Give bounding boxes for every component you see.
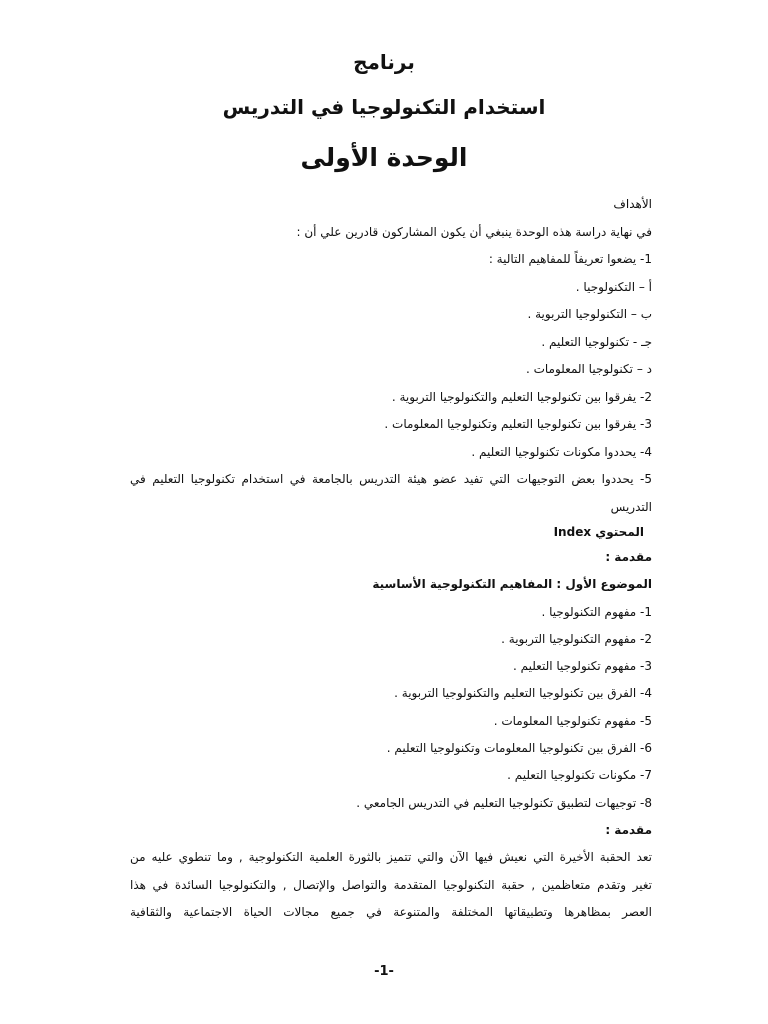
objective-item: 5- يحددوا بعض التوجيهات التي تفيد عضو هيئة التدريس بالجامعة في استخدام تكنولوجيا التعليم في — [130, 472, 652, 486]
contents-item: 4- الفرق بين تكنولوجيا التعليم والتكنولوجيا التربوية . — [394, 686, 652, 701]
topic-heading: الموضوع الأول : المفاهيم التكنولوجية الأساسية — [372, 577, 652, 592]
introduction-line: تعد الحقبة الأخيرة التي نعيش فيها الآن والتي تتميز بالثورة العلمية التكنولوجية , وما تنطوي عليه من — [130, 850, 652, 865]
contents-section — [130, 544, 652, 926]
program-title: برنامج — [353, 50, 415, 74]
objective-item: 2- يفرقوا بين تكنولوجيا التعليم والتكنولوجيا التربوية . — [391, 389, 652, 404]
objective-subitem: أ – التكنولوجيا . — [575, 279, 652, 294]
contents-item: 8- توجيهات لتطبيق تكنولوجيا التعليم في التدريس الجامعي . — [356, 795, 652, 810]
contents-item: 2- مفهوم التكنولوجيا التربوية . — [501, 631, 652, 646]
introduction-heading: مقدمة : — [605, 822, 652, 837]
introduction-line: تغير وتقدم متعاظمين , حقبة التكنولوجيا المتقدمة والتواصل والإتصال , والتكنولوجيا السائدة في هذا — [130, 877, 652, 892]
unit-title: الوحدة الأولى — [300, 143, 468, 172]
contents-item: 1- مفهوم التكنولوجيا . — [541, 604, 652, 619]
contents-item: 3- مفهوم تكنولوجيا التعليم . — [512, 659, 652, 674]
page-number: -1- — [374, 964, 394, 979]
contents-heading: المحتوي Index — [553, 525, 644, 539]
introduction-line: العصر بمظاهرها وتطبيقاتها المختلفة والمتنوعة في جميع مجالات الحياة الاجتماعية والثقافية — [130, 904, 652, 919]
contents-item: 5- مفهوم تكنولوجيا المعلومات . — [493, 713, 652, 728]
objectives-section — [130, 191, 652, 521]
objective-subitem: جـ - تكنولوجيا التعليم . — [541, 334, 652, 349]
contents-heading-block — [130, 519, 652, 545]
objective-subitem: د – تكنولوجيا المعلومات . — [525, 362, 652, 376]
objectives-intro: في نهاية دراسة هذه الوحدة ينبغي أن يكون المشاركون قادرين علي أن : — [296, 224, 652, 239]
objective-item: 1- يضعوا تعريفاً للمفاهيم التالية : — [488, 252, 652, 266]
objective-subitem: ب – التكنولوجيا التربوية . — [527, 307, 652, 321]
objective-item-continuation: التدريس — [610, 499, 652, 514]
contents-item: 6- الفرق بين تكنولوجيا المعلومات وتكنولوجيا التعليم . — [386, 741, 652, 756]
contents-item: 7- مكونات تكنولوجيا التعليم . — [507, 768, 652, 783]
objectives-heading: الأهداف — [613, 197, 652, 211]
course-title: استخدام التكنولوجيا في التدريس — [222, 95, 546, 119]
contents-intro-label: مقدمة : — [605, 550, 652, 564]
objective-item: 4- يحددوا مكونات تكنولوجيا التعليم . — [471, 444, 652, 459]
objective-item: 3- يفرقوا بين تكنولوجيا التعليم وتكنولوجيا المعلومات . — [384, 417, 652, 431]
